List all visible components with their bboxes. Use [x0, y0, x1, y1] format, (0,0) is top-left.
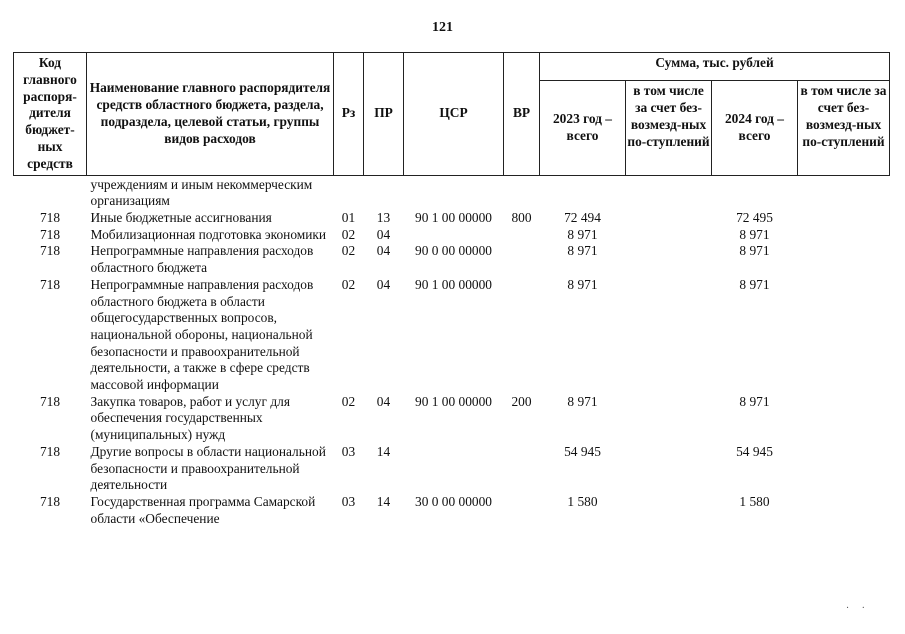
row-pr: 04 [376, 226, 391, 242]
row-2023-total: 54 945 [564, 443, 601, 459]
row-code: 718 [39, 393, 61, 409]
row-vr: 200 [511, 393, 532, 409]
row-rz: 02 [341, 243, 356, 259]
header-code: Код главного распоря-дителя бюджет-ных средств [14, 53, 87, 176]
table-row [14, 175, 890, 210]
scan-marks: · · [845, 603, 865, 614]
row-csr: 90 1 00 00000 [415, 209, 492, 225]
row-name: Закупка товаров, работ и услуг для обеспечения государственных (муниципальных) нужд [90, 393, 290, 443]
row-name: Непрограммные направления расходов областного бюджета [90, 243, 314, 276]
row-name: Другие вопросы в области национальной безопасности и правоохранительной деятельности [90, 443, 326, 493]
row-2024-free [798, 210, 890, 227]
table-row [14, 227, 890, 244]
row-name: Государственная программа Самарской области «Обеспечение [90, 493, 316, 526]
header-2023-total: 2023 год – всего [540, 81, 626, 175]
row-2023-free [626, 277, 712, 394]
header-name: Наименование главного распорядителя средств областного бюджета, раздела, подраздела, целевой статьи, группы видов расходов [87, 53, 334, 176]
row-code: 718 [39, 493, 61, 509]
header-pr: ПР [364, 53, 404, 176]
page-number: 121 [432, 20, 453, 35]
row-2024-total: 1 580 [739, 493, 770, 509]
header-vr: ВР [504, 53, 540, 176]
row-2023-total: 1 580 [567, 493, 598, 509]
row-vr [504, 243, 540, 276]
row-2023-free [626, 175, 712, 210]
row-code: 718 [39, 226, 61, 242]
row-name: учреждениям и иным некоммерческим организациям [90, 176, 313, 209]
row-2023-total: 8 971 [567, 243, 598, 259]
row-2024-total: 8 971 [739, 393, 770, 409]
row-rz: 02 [341, 393, 356, 409]
row-vr: 800 [511, 209, 532, 225]
row-name: Мобилизационная подготовка экономики [90, 226, 327, 242]
row-2023-total: 72 494 [564, 209, 601, 225]
row-rz: 01 [341, 209, 356, 225]
budget-table [13, 52, 890, 527]
table-body [14, 175, 890, 527]
row-code: 718 [39, 209, 61, 225]
row-2023-free [626, 444, 712, 494]
row-2024-free [798, 175, 890, 210]
table-row [14, 394, 890, 444]
row-pr [364, 175, 404, 210]
row-csr: 90 1 00 00000 [415, 393, 492, 409]
header-sum: Сумма, тыс. рублей [540, 53, 890, 81]
row-2023-free [626, 227, 712, 244]
table-row [14, 494, 890, 527]
row-rz [334, 175, 364, 210]
row-pr: 04 [376, 243, 391, 259]
row-2024-free [798, 394, 890, 444]
row-csr [404, 227, 504, 244]
row-csr: 30 0 00 00000 [415, 493, 492, 509]
row-2024-free [798, 444, 890, 494]
row-name: Иные бюджетные ассигнования [90, 209, 272, 225]
row-csr: 90 0 00 00000 [415, 243, 492, 259]
table-row [14, 277, 890, 394]
table-row [14, 210, 890, 227]
row-csr [404, 444, 504, 494]
row-vr [504, 175, 540, 210]
header-csr: ЦСР [404, 53, 504, 176]
row-2024-total: 54 945 [736, 443, 773, 459]
table-header [14, 53, 890, 176]
row-2023-total: 8 971 [567, 393, 598, 409]
row-2024-free [798, 243, 890, 276]
header-rz: Рз [334, 53, 364, 176]
row-2024-total [712, 175, 798, 210]
table-row [14, 444, 890, 494]
row-2023-total [540, 175, 626, 210]
row-name: Непрограммные направления расходов областного бюджета в области общегосударственных вопросов, национальной обороны, национальной безопасности и правоохранительной деятельности, а также в сфере средств массовой информации [90, 276, 314, 393]
row-rz: 02 [341, 276, 356, 292]
row-rz: 02 [341, 226, 356, 242]
row-pr: 04 [376, 276, 391, 292]
row-2024-free [798, 277, 890, 394]
row-vr [504, 277, 540, 394]
row-pr: 14 [376, 443, 391, 459]
row-rz: 03 [341, 493, 356, 509]
row-2023-total: 8 971 [567, 226, 598, 242]
row-code: 718 [39, 443, 61, 459]
row-code: 718 [39, 243, 61, 259]
row-2024-total: 72 495 [736, 209, 773, 225]
header-2024-free: в том числе за счет без-возмезд-ных по-ступлений [798, 81, 890, 175]
row-csr: 90 1 00 00000 [415, 276, 492, 292]
row-csr [404, 175, 504, 210]
row-pr: 13 [376, 209, 391, 225]
table-row [14, 243, 890, 276]
row-vr [504, 227, 540, 244]
row-code: 718 [39, 276, 61, 292]
row-2024-total: 8 971 [739, 276, 770, 292]
row-vr [504, 444, 540, 494]
row-pr: 14 [376, 493, 391, 509]
row-2023-free [626, 243, 712, 276]
header-2023-free: в том числе за счет без-возмезд-ных по-ступлений [626, 81, 712, 175]
row-2024-free [798, 494, 890, 527]
row-code [14, 175, 87, 210]
row-rz: 03 [341, 443, 356, 459]
row-2023-total: 8 971 [567, 276, 598, 292]
row-2023-free [626, 394, 712, 444]
row-2023-free [626, 210, 712, 227]
row-2024-free [798, 227, 890, 244]
header-2024-total: 2024 год – всего [712, 81, 798, 175]
row-2024-total: 8 971 [739, 226, 770, 242]
row-2024-total: 8 971 [739, 243, 770, 259]
row-2023-free [626, 494, 712, 527]
row-vr [504, 494, 540, 527]
row-pr: 04 [376, 393, 391, 409]
